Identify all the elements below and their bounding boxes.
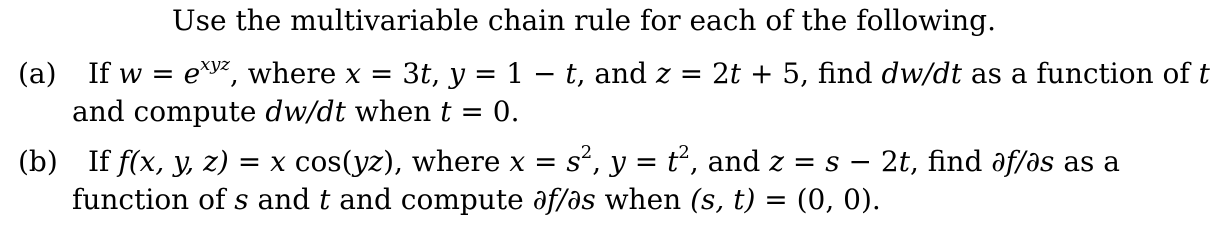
text: function of bbox=[72, 183, 235, 216]
point-st: (s, t) bbox=[690, 183, 756, 216]
problem-label-a: (a) bbox=[18, 57, 57, 90]
derivative-dwdt: dw/dt bbox=[881, 57, 962, 90]
var-x: x bbox=[509, 145, 526, 178]
text: and compute bbox=[330, 183, 533, 216]
problem-a-line-1 bbox=[18, 53, 1210, 91]
var-t: t bbox=[898, 145, 910, 178]
var-t: t bbox=[420, 57, 432, 90]
var-yz: yz bbox=[352, 145, 384, 178]
var-t: t bbox=[440, 95, 452, 128]
var-t: t bbox=[565, 57, 577, 90]
exponent: 2 bbox=[580, 141, 593, 163]
text: , find bbox=[909, 145, 992, 178]
problem-b-line-1 bbox=[18, 141, 1120, 179]
equation: + 5, find bbox=[741, 57, 882, 90]
equals: = bbox=[625, 145, 668, 178]
derivative-dwdt: dw/dt bbox=[265, 95, 346, 128]
var-s: s bbox=[234, 183, 249, 216]
var-y: y bbox=[610, 145, 626, 178]
text: , bbox=[592, 145, 611, 178]
problem-label-b: (b) bbox=[18, 145, 58, 178]
equals: = bbox=[228, 145, 271, 178]
var-s: s bbox=[825, 145, 840, 178]
var-t: t bbox=[667, 145, 679, 178]
function-f: f(x, y, z) bbox=[118, 145, 229, 178]
text: when bbox=[595, 183, 691, 216]
heading bbox=[172, 4, 996, 38]
cos: cos( bbox=[285, 145, 353, 178]
equation: = 1 − bbox=[464, 57, 566, 90]
text: , bbox=[431, 57, 450, 90]
partial-derivative-dfds: ∂f/∂s bbox=[991, 145, 1055, 178]
var-y: y bbox=[449, 57, 465, 90]
problem-b-line-2 bbox=[72, 183, 881, 217]
exp-base: e bbox=[183, 57, 201, 90]
equation: = 2 bbox=[670, 57, 730, 90]
problem-a-line-2 bbox=[72, 95, 519, 129]
text: , where bbox=[229, 57, 346, 90]
text: , and bbox=[689, 145, 770, 178]
exponent: xyz bbox=[200, 53, 230, 75]
equation: − 2 bbox=[839, 145, 899, 178]
var-z: z bbox=[769, 145, 784, 178]
text: = (0, 0). bbox=[755, 183, 881, 216]
var-w: w bbox=[118, 57, 143, 90]
var-t: t bbox=[729, 57, 742, 90]
equals: = bbox=[783, 145, 826, 178]
var-x: x bbox=[345, 57, 361, 90]
text: as a bbox=[1054, 145, 1120, 178]
equals: = bbox=[142, 57, 184, 90]
text: If bbox=[88, 145, 119, 178]
text: when bbox=[345, 95, 441, 128]
var-t: t bbox=[319, 183, 331, 216]
var-t: t bbox=[1198, 57, 1210, 90]
text: and bbox=[248, 183, 320, 216]
text: , and bbox=[576, 57, 656, 90]
exponent: 2 bbox=[678, 141, 690, 163]
text: If bbox=[88, 57, 119, 90]
equation: = 3 bbox=[360, 57, 421, 90]
heading-text: Use the multivariable chain rule for each of the following. bbox=[172, 4, 997, 37]
var-x: x bbox=[270, 145, 286, 178]
text: and compute bbox=[72, 95, 266, 128]
var-s: s bbox=[566, 145, 581, 178]
text: as a function of bbox=[961, 57, 1199, 90]
equals: = bbox=[525, 145, 567, 178]
var-z: z bbox=[655, 57, 671, 90]
text: ), where bbox=[383, 145, 510, 178]
partial-derivative-dfds: ∂f/∂s bbox=[532, 183, 596, 216]
text: = 0. bbox=[451, 95, 520, 128]
